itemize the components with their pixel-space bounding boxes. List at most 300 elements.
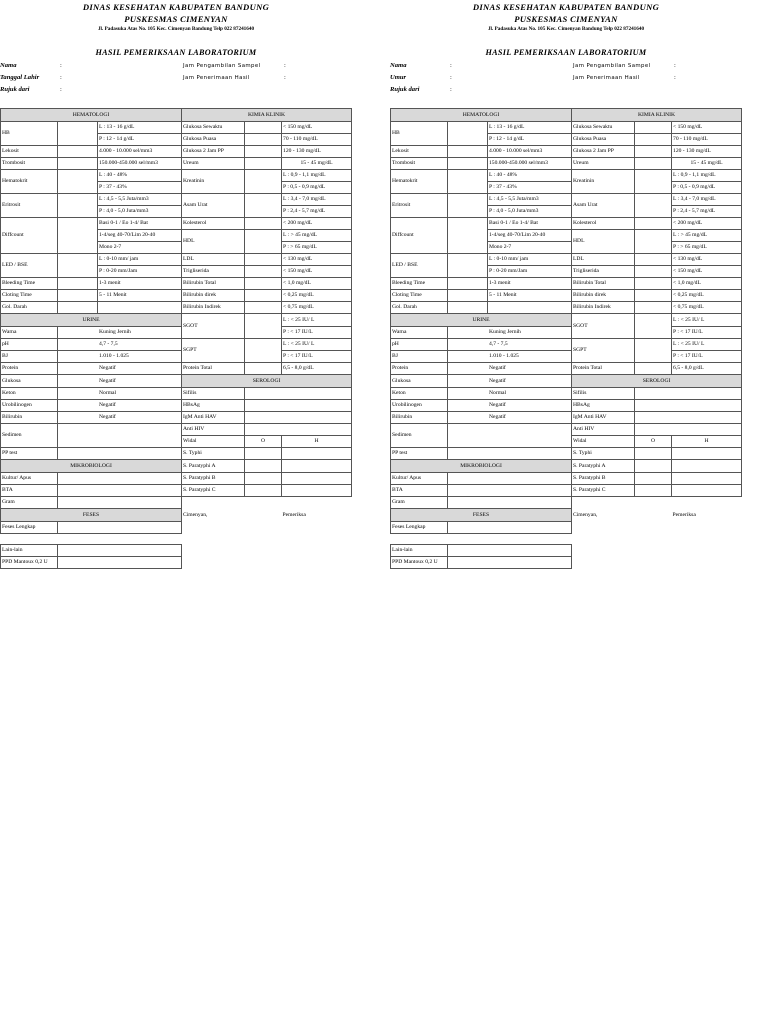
test-label: PPD Mantoux 0,2 U (1, 557, 58, 569)
clinic-heading: PUSKESMAS CIMENYAN (124, 14, 228, 24)
referral-colon: : (60, 86, 62, 93)
reference-range: 150.000-450.000 sel/mm3 (98, 158, 182, 170)
reference-range (98, 302, 182, 314)
reference-range: < 0,75 mg/dL (282, 302, 352, 314)
reference-range: < 0,25 mg/dL (672, 290, 742, 302)
reference-range: L : > 45 mg/dL (672, 230, 742, 242)
test-label: S. Paratyphi C (182, 485, 245, 497)
result-cell[interactable] (635, 266, 672, 278)
result-cell[interactable] (245, 146, 282, 158)
result-cell[interactable] (672, 448, 742, 460)
test-label: Hematokrit (391, 170, 448, 194)
reference-range: L : 4,5 - 5,5 Juta/mm3 (98, 194, 182, 206)
section-kimia-klinik: KIMIA KLINIK (182, 109, 352, 122)
test-label: HB (391, 122, 448, 146)
result-cell[interactable] (282, 473, 352, 485)
result-cell[interactable] (672, 460, 742, 473)
test-label: Widal (572, 436, 635, 448)
test-label: BTA (1, 485, 58, 497)
result-cell[interactable] (58, 497, 182, 509)
result-cell[interactable] (448, 194, 488, 218)
reference-range: P : 37 - 43% (488, 182, 572, 194)
clinic-heading: PUSKESMAS CIMENYAN (514, 14, 618, 24)
result-cell[interactable] (58, 278, 98, 290)
reference-range: P : 12 - 14 g/dL (98, 134, 182, 146)
widal-h-header: H (282, 436, 352, 448)
result-cell[interactable] (635, 388, 742, 400)
test-label: Glukosa Sewaktu (182, 122, 245, 134)
test-label: S. Paratyphi B (572, 473, 635, 485)
result-cell[interactable] (245, 230, 282, 254)
test-label: Glukosa 2 Jam PP (572, 146, 635, 158)
reference-range: P : 0-20 mm/Jam (488, 266, 572, 278)
result-cell[interactable] (635, 170, 672, 194)
sample-time-colon: : (284, 62, 286, 69)
test-label: Protein (391, 363, 448, 375)
test-label: Kultur/ Apus (1, 473, 58, 485)
result-cell[interactable] (245, 412, 352, 424)
reference-range: L : 3,4 - 7,0 mg/dL (672, 194, 742, 206)
reference-range: P : < 17 IU/L (672, 327, 742, 339)
reference-range: 1-4/seg 40-70/Lim 20-40 (98, 230, 182, 242)
receipt-time-colon: : (284, 74, 286, 81)
widal-h-header: H (672, 436, 742, 448)
reference-range: P : 4,0 - 5,0 Juta/mm3 (488, 206, 572, 218)
result-cell[interactable] (58, 545, 182, 557)
test-label: Keton (391, 388, 448, 400)
result-cell[interactable] (58, 254, 98, 278)
result-cell[interactable] (448, 170, 488, 194)
result-cell[interactable] (635, 400, 742, 412)
test-label: IgM Anti HAV (182, 412, 245, 424)
test-label: Protein Total (182, 363, 245, 375)
test-label: Sedimen (391, 424, 448, 448)
reference-range: L : 40 - 48% (488, 170, 572, 182)
test-label: Protein Total (572, 363, 635, 375)
reference-range: < 130 mg/dL (672, 254, 742, 266)
reference-range (488, 302, 572, 314)
test-label: LED / BSE (391, 254, 448, 278)
test-label: LED / BSE (1, 254, 58, 278)
result-cell[interactable] (448, 254, 488, 278)
test-label: Cloting Time (1, 290, 58, 302)
result-cell[interactable] (58, 485, 182, 497)
reference-range: L : < 25 IU/ L (282, 314, 352, 327)
test-label: Widal (182, 436, 245, 448)
result-cell[interactable] (245, 194, 282, 218)
result-cell[interactable] (282, 460, 352, 473)
test-label: Bleeding Time (391, 278, 448, 290)
result-cell[interactable] (58, 473, 182, 485)
test-label: Glukosa (391, 375, 448, 388)
result-cell[interactable] (245, 218, 282, 230)
reference-range: Negatif (448, 363, 572, 375)
test-label: S. Paratyphi B (182, 473, 245, 485)
test-label: Keton (1, 388, 58, 400)
test-label: Lekosit (1, 146, 58, 158)
result-cell[interactable] (635, 485, 672, 497)
test-label: Asam Urat (182, 194, 245, 218)
widal-o-header: O (635, 436, 672, 448)
reference-range: < 0,25 mg/dL (282, 290, 352, 302)
test-label: HDL (572, 230, 635, 254)
name-label: Nama (390, 62, 407, 69)
reference-range: L : 3,4 - 7,0 mg/dL (282, 194, 352, 206)
result-cell[interactable] (448, 122, 488, 146)
test-label: BJ (391, 351, 448, 363)
result-cell[interactable] (245, 400, 352, 412)
test-label: Urobilinogen (1, 400, 58, 412)
test-label: Eritrosit (1, 194, 58, 218)
test-label: Lain-lain (1, 545, 58, 557)
test-label: Cloting Time (391, 290, 448, 302)
section-kimia-klinik: KIMIA KLINIK (572, 109, 742, 122)
result-cell[interactable] (245, 134, 282, 146)
reference-range: 6,5 - 8,0 g/dL (282, 363, 352, 375)
referral-label: Rujuk dari (390, 86, 420, 93)
result-cell[interactable] (448, 473, 572, 485)
test-label: Glukosa (1, 375, 58, 388)
reference-range: Normal (58, 388, 182, 400)
reference-range: 4.000 - 10.000 sel/mm3 (488, 146, 572, 158)
examiner-text: Pemeriksa (282, 511, 306, 518)
test-label: Gol. Darah (391, 302, 448, 314)
result-cell[interactable] (245, 363, 282, 375)
second-colon: : (450, 74, 452, 81)
result-cell[interactable] (635, 424, 742, 436)
reference-range: P : > 65 mg/dL (282, 242, 352, 254)
result-cell[interactable] (635, 290, 672, 302)
test-label: Diffcount (1, 218, 58, 254)
result-cell[interactable] (245, 254, 282, 266)
test-label: Urobilinogen (391, 400, 448, 412)
result-cell[interactable] (245, 158, 282, 170)
widal-o-header: O (245, 436, 282, 448)
name-colon: : (450, 62, 452, 69)
reference-range: Mono 2-7 (98, 242, 182, 254)
reference-range: 15 - 45 mg/dL (282, 158, 352, 170)
result-cell[interactable] (672, 485, 742, 497)
test-label: Bleeding Time (1, 278, 58, 290)
result-cell[interactable] (245, 170, 282, 194)
reference-range: < 150 mg/dL (672, 266, 742, 278)
reference-range: 5 - 11 Menit (488, 290, 572, 302)
clinic-address: Jl. Padasuka Atas No. 105 Kec. Cimenyan Bandung Telp 022 87241640 (97, 26, 255, 32)
result-cell[interactable] (635, 314, 672, 339)
other-tests-table (390, 544, 572, 569)
result-cell[interactable] (448, 545, 572, 557)
result-cell[interactable] (58, 290, 98, 302)
examiner-text: Pemeriksa (672, 511, 696, 518)
result-cell[interactable] (58, 557, 182, 569)
test-label: HDL (182, 230, 245, 254)
test-label: S. Paratyphi A (572, 460, 635, 473)
test-label: SGOT (572, 314, 635, 339)
reference-range: P : > 65 mg/dL (672, 242, 742, 254)
reference-range: Normal (448, 388, 572, 400)
result-cell[interactable] (448, 557, 572, 569)
result-cell[interactable] (282, 448, 352, 460)
section-feses: FESES (391, 509, 572, 522)
reference-range: L : > 45 mg/dL (282, 230, 352, 242)
reference-range: 4,7 - 7,5 (448, 339, 572, 351)
reference-range: P : 0-20 mm/Jam (98, 266, 182, 278)
sample-time-label: Jam Pengambilan Sampel (183, 63, 261, 69)
test-label: HBsAg (572, 400, 635, 412)
reference-range: < 200 mg/dL (672, 218, 742, 230)
result-cell[interactable] (635, 194, 672, 218)
test-label: pH (391, 339, 448, 351)
reference-range: 4.000 - 10.000 sel/mm3 (98, 146, 182, 158)
result-cell[interactable] (245, 473, 282, 485)
test-label: Warna (391, 327, 448, 339)
reference-range: L : 0-10 mm/ jam (488, 254, 572, 266)
receipt-time-colon: : (674, 74, 676, 81)
result-cell[interactable] (635, 122, 672, 134)
test-label: Sedimen (1, 424, 58, 448)
result-cell[interactable] (635, 473, 672, 485)
reference-range: 70 - 110 mg/dL (672, 134, 742, 146)
test-label: Bilirubin Indirek (572, 302, 635, 314)
reference-range: 70 - 110 mg/dL (282, 134, 352, 146)
result-cell[interactable] (448, 218, 488, 254)
test-label: Glukosa 2 Jam PP (182, 146, 245, 158)
reference-range: P : 0,5 - 0,9 mg/dL (672, 182, 742, 194)
result-cell[interactable] (635, 230, 672, 254)
reference-range: P : 0,5 - 0,9 mg/dL (282, 182, 352, 194)
reference-range: Kuning Jernih (58, 327, 182, 339)
test-label: S. Paratyphi A (182, 460, 245, 473)
reference-range: P : 2,4 - 5,7 mg/dL (282, 206, 352, 218)
result-cell[interactable] (448, 448, 572, 460)
test-label: Bilirubin Total (572, 278, 635, 290)
result-cell[interactable] (245, 388, 352, 400)
reference-range: L : 13 - 16 g/dL (98, 122, 182, 134)
reference-range: P : 2,4 - 5,7 mg/dL (672, 206, 742, 218)
test-label: pH (1, 339, 58, 351)
other-tests-table (0, 544, 182, 569)
reference-range: L : 0-10 mm/ jam (98, 254, 182, 266)
test-label: PP test (1, 448, 58, 460)
reference-range: Basi 0-1 / Eo 1-4/ Bat (488, 218, 572, 230)
result-cell[interactable] (448, 146, 488, 158)
document-title: HASIL PEMERIKSAAN LABORATORIUM (95, 48, 257, 57)
place-text: Cimenyan, (573, 511, 598, 518)
reference-range: Kuning Jernih (448, 327, 572, 339)
test-label: Kreatinin (182, 170, 245, 194)
test-label: PP test (391, 448, 448, 460)
reference-range: P : 4,0 - 5,0 Juta/mm3 (98, 206, 182, 218)
reference-range: L : 0,9 - 1,1 mg/dL (282, 170, 352, 182)
test-label: Anti HIV (182, 424, 245, 436)
place-text: Cimenyan, (183, 511, 208, 518)
result-cell[interactable] (58, 158, 98, 170)
result-cell[interactable] (58, 448, 182, 460)
reference-range: Negatif (58, 363, 182, 375)
reference-range: L : < 25 IU/ L (672, 314, 742, 327)
test-label: Kultur/ Apus (391, 473, 448, 485)
section-urine: URINE (391, 314, 572, 327)
section-hematologi: HEMATOLOGI (1, 109, 182, 122)
result-cell[interactable] (635, 363, 672, 375)
test-label: Ureum (572, 158, 635, 170)
test-label: PPD Mantoux 0,2 U (391, 557, 448, 569)
section-urine: URINE (1, 314, 182, 327)
result-cell[interactable] (448, 290, 488, 302)
reference-range: L : 4,5 - 5,5 Juta/mm3 (488, 194, 572, 206)
test-label: Trombosit (1, 158, 58, 170)
result-cell[interactable] (635, 278, 672, 290)
test-label: Bilirubin direk (572, 290, 635, 302)
result-cell[interactable] (58, 170, 98, 194)
reference-range: < 0,75 mg/dL (672, 302, 742, 314)
test-label: Glukosa Puasa (572, 134, 635, 146)
result-cell[interactable] (448, 522, 572, 534)
result-cell[interactable] (672, 473, 742, 485)
result-cell[interactable] (245, 122, 282, 134)
reference-range: Basi 0-1 / Eo 1-4/ Bat (98, 218, 182, 230)
result-cell[interactable] (635, 339, 672, 363)
result-cell[interactable] (245, 339, 282, 363)
test-label: Protein (1, 363, 58, 375)
section-mikrobiologi: MIKROBIOLOGI (1, 460, 182, 473)
test-label: HBsAg (182, 400, 245, 412)
test-label: Bilirubin (1, 412, 58, 424)
result-cell[interactable] (58, 122, 98, 146)
test-label: Glukosa Puasa (182, 134, 245, 146)
test-label: Sifilis (572, 388, 635, 400)
test-label: BJ (1, 351, 58, 363)
reference-range: Negatif (448, 400, 572, 412)
section-feses: FESES (1, 509, 182, 522)
reference-range: 120 - 130 mg/dL (672, 146, 742, 158)
result-cell[interactable] (58, 522, 182, 534)
test-label: Lekosit (391, 146, 448, 158)
test-label: Gram (1, 497, 58, 509)
result-cell[interactable] (58, 218, 98, 254)
reference-range: L : 13 - 16 g/dL (488, 122, 572, 134)
test-label: Bilirubin (391, 412, 448, 424)
result-cell[interactable] (58, 424, 182, 448)
test-label: Sifilis (182, 388, 245, 400)
sample-time-label: Jam Pengambilan Sampel (573, 63, 651, 69)
result-cell[interactable] (245, 266, 282, 278)
result-cell[interactable] (635, 460, 672, 473)
test-label: Hematokrit (1, 170, 58, 194)
result-cell[interactable] (635, 412, 742, 424)
result-cell[interactable] (245, 485, 282, 497)
test-label: Trigliserida (572, 266, 635, 278)
test-label: Kreatinin (572, 170, 635, 194)
receipt-time-label: Jam Penerimaan Hasil (183, 75, 250, 81)
agency-heading: DINAS KESEHATAN KABUPATEN BANDUNG (82, 2, 270, 12)
result-cell[interactable] (448, 302, 488, 314)
reference-range: Negatif (58, 412, 182, 424)
test-label: Kolesterol (182, 218, 245, 230)
result-cell[interactable] (58, 302, 98, 314)
result-cell[interactable] (635, 448, 672, 460)
reference-range: 15 - 45 mg/dL (672, 158, 742, 170)
result-cell[interactable] (448, 497, 572, 509)
sample-time-colon: : (674, 62, 676, 69)
name-label: Nama (0, 62, 17, 69)
test-label: Diffcount (391, 218, 448, 254)
reference-range: L : 0,9 - 1,1 mg/dL (672, 170, 742, 182)
section-hematologi: HEMATOLOGI (391, 109, 572, 122)
test-label: SGOT (182, 314, 245, 339)
second-label: Tanggal Lahir (0, 74, 40, 81)
test-label: Warna (1, 327, 58, 339)
test-label: Feses Lengkap (1, 522, 58, 534)
reference-range: < 130 mg/dL (282, 254, 352, 266)
test-label: LDL (572, 254, 635, 266)
result-cell[interactable] (448, 424, 572, 448)
test-label: Trigliserida (182, 266, 245, 278)
section-serologi: SEROLOGI (182, 375, 352, 388)
result-cell[interactable] (245, 314, 282, 339)
reference-range: 1.010 - 1.025 (448, 351, 572, 363)
reference-range: Mono 2-7 (488, 242, 572, 254)
test-label: Gol. Darah (1, 302, 58, 314)
reference-range: 1.010 - 1.025 (58, 351, 182, 363)
result-cell[interactable] (245, 460, 282, 473)
test-label: IgM Anti HAV (572, 412, 635, 424)
test-label: S. Typhi (182, 448, 245, 460)
test-label: Bilirubin Indirek (182, 302, 245, 314)
test-label: Gram (391, 497, 448, 509)
result-cell[interactable] (245, 290, 282, 302)
reference-range: Negatif (58, 375, 182, 388)
reference-range: 1-3 menit (488, 278, 572, 290)
reference-range: 120 - 130 mg/dL (282, 146, 352, 158)
reference-range: < 1,0 mg/dL (282, 278, 352, 290)
reference-range: 4,7 - 7,5 (58, 339, 182, 351)
test-label: Glukosa Sewaktu (572, 122, 635, 134)
test-label: Lain-lain (391, 545, 448, 557)
reference-range: < 150 mg/dL (282, 266, 352, 278)
test-label: Trombosit (391, 158, 448, 170)
reference-range: < 200 mg/dL (282, 218, 352, 230)
result-cell[interactable] (635, 146, 672, 158)
clinic-address: Jl. Padasuka Atas No. 105 Kec. Cimenyan Bandung Telp 022 87241640 (487, 26, 645, 32)
result-cell[interactable] (245, 424, 352, 436)
reference-range: < 1,0 mg/dL (672, 278, 742, 290)
reference-range: Negatif (58, 400, 182, 412)
result-cell[interactable] (448, 485, 572, 497)
result-cell[interactable] (635, 134, 672, 146)
result-cell[interactable] (58, 146, 98, 158)
result-cell[interactable] (245, 448, 282, 460)
referral-colon: : (450, 86, 452, 93)
result-cell[interactable] (448, 278, 488, 290)
result-cell[interactable] (635, 302, 672, 314)
reference-range: 1-3 menit (98, 278, 182, 290)
result-cell[interactable] (635, 218, 672, 230)
result-cell[interactable] (448, 158, 488, 170)
reference-range: < 150 mg/dL (282, 122, 352, 134)
result-cell[interactable] (635, 254, 672, 266)
lab-results-table (0, 108, 352, 534)
reference-range: L : < 25 IU/ L (282, 339, 352, 351)
result-cell[interactable] (245, 278, 282, 290)
test-label: Anti HIV (572, 424, 635, 436)
result-cell[interactable] (58, 194, 98, 218)
reference-range: 5 - 11 Menit (98, 290, 182, 302)
result-cell[interactable] (635, 158, 672, 170)
result-cell[interactable] (282, 485, 352, 497)
result-cell[interactable] (245, 302, 282, 314)
receipt-time-label: Jam Penerimaan Hasil (573, 75, 640, 81)
